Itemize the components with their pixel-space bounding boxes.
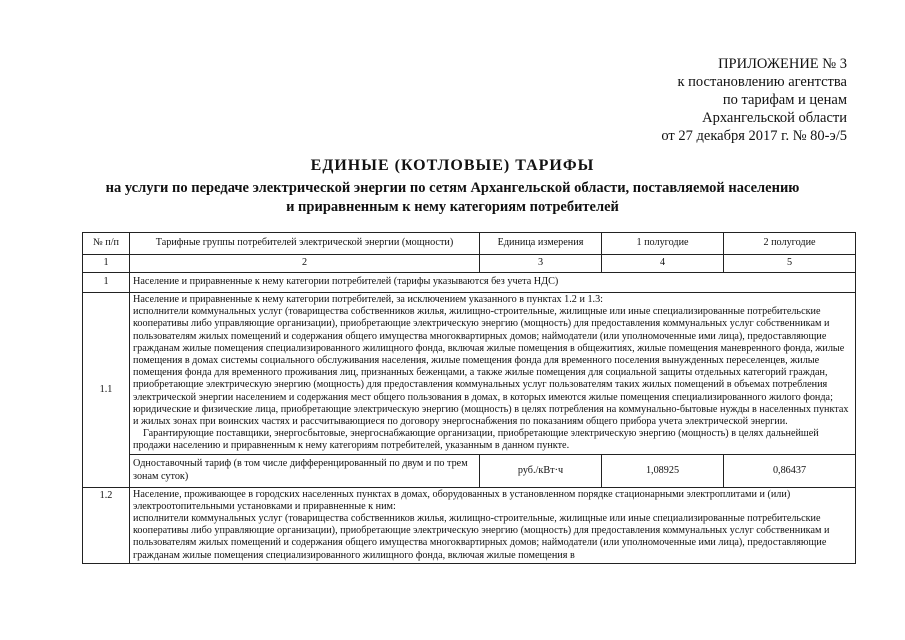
category-intro: Население и приравненные к нему категории потребителей, за исключением указанного в пунктах 1.2 и 1.3: <box>133 294 604 305</box>
tariff-unit: руб./кВт·ч <box>480 454 602 487</box>
category-details: исполнители коммунальных услуг (товарищества собственников жилья, жилищно-строительные, жилищные или иные специализированные потребительские кооперативы либо управляющие организации), приобретающие электрическую энергию (мощность) для предоставления коммунальных услуг собственникам и пользователям жилых помещений и содержания общего имущества многоквартирных домов; наймодатели (или уполномоченные ими лица), предоставляющие гражданам жилые помещения специализированного жилищного фонда, включая жилые помещения в <box>133 513 830 561</box>
header-cell-half2: 2 полугодие <box>724 233 856 255</box>
category-description <box>130 293 856 455</box>
column-number: 2 <box>130 255 480 273</box>
tariff-row <box>83 454 856 487</box>
table-row <box>83 487 856 563</box>
column-number: 1 <box>83 255 130 273</box>
section-number: 1 <box>83 273 130 293</box>
appendix-date: от 27 декабря 2017 г. № 80-э/5 <box>661 128 847 144</box>
category-intro: Население, проживающее в городских населенных пунктах в домах, оборудованных в установленном порядке стационарными электроплитами и (или) электроотопительными установками и приравненные к ним: <box>133 488 791 512</box>
category-suppliers: Гарантирующие поставщики, энергосбытовые, энергоснабжающие организации, приобретающие электрическую энергию (мощность) в целях дальнейшей продажи населению и приравненным к нему категориям потребителей, указанным в данном пункте. <box>133 428 819 452</box>
appendix-header <box>661 55 847 145</box>
header-cell-number: № п/п <box>83 233 130 255</box>
section-row <box>83 273 856 293</box>
table-header-row <box>83 233 856 255</box>
section-title: Население и приравненные к нему категории потребителей (тарифы указываются без учета НДС) <box>130 273 856 293</box>
column-numbers-row <box>83 255 856 273</box>
tariff-value-half2: 0,86437 <box>724 454 856 487</box>
row-number: 1.2 <box>83 487 130 563</box>
document-title: ЕДИНЫЕ (КОТЛОВЫЕ) ТАРИФЫ <box>310 157 595 174</box>
header-cell-half1: 1 полугодие <box>602 233 724 255</box>
appendix-line: к постановлению агентства <box>677 74 847 90</box>
appendix-line: по тарифам и ценам <box>722 92 847 108</box>
document-subtitle: на услуги по передаче электрической энергии по сетям Архангельской области, поставляемой населению и приравненным к нему категориям потребителей <box>105 180 800 215</box>
column-number: 4 <box>602 255 724 273</box>
tariff-value-half1: 1,08925 <box>602 454 724 487</box>
header-cell-group: Тарифные группы потребителей электрической энергии (мощности) <box>130 233 480 255</box>
column-number: 3 <box>480 255 602 273</box>
header-cell-unit: Единица измерения <box>480 233 602 255</box>
table-row <box>83 293 856 455</box>
tariffs-table <box>82 232 856 564</box>
appendix-line: Архангельской области <box>702 110 847 126</box>
column-number: 5 <box>724 255 856 273</box>
category-details: исполнители коммунальных услуг (товарищества собственников жилья, жилищно-строительные, жилищные или иные специализированные потребительские кооперативы либо управляющие организации), приобретающие электрическую энергию (мощность) для предоставления коммунальных услуг собственникам и пользователям жилых помещений и содержания общего имущества многоквартирных домов; наймодатели (или уполномоченные ими лица), предоставляющие гражданам жилые помещения специализированного жилищного фонда, включая жилые помещения в общежитиях, жилые помещения маневренного фонда, жилые помещения в домах системы социального обслуживания населения, жилые помещения фонда для временного поселения вынужденных переселенцев, жилые помещения фонда для временного проживания лиц, признанных беженцами, а также жилые помещения для социальной защиты отдельных категорий граждан, приобретающие электрическую энергию (мощность) для предоставления коммунальных услуг пользователям таких жилых помещений в объемах потребления электрической энергии населением и содержания мест общего пользования в домах, в которых имеются жилые помещения специализированного жилого фонда; юридические и физические лица, приобретающие электрическую энергию (мощность) в целях потребления на коммунально-бытовые нужды в населенных пунктах и жилых зонах при воинских частях и рассчитывающиеся по договору энергоснабжения по показаниям общего прибора учета электрической энергии. <box>133 306 849 428</box>
appendix-number: ПРИЛОЖЕНИЕ № 3 <box>718 56 847 72</box>
tariff-label: Одноставочный тариф (в том числе дифференцированный по двум и по трем зонам суток) <box>130 454 480 487</box>
row-number: 1.1 <box>83 293 130 488</box>
category-description <box>130 487 856 563</box>
